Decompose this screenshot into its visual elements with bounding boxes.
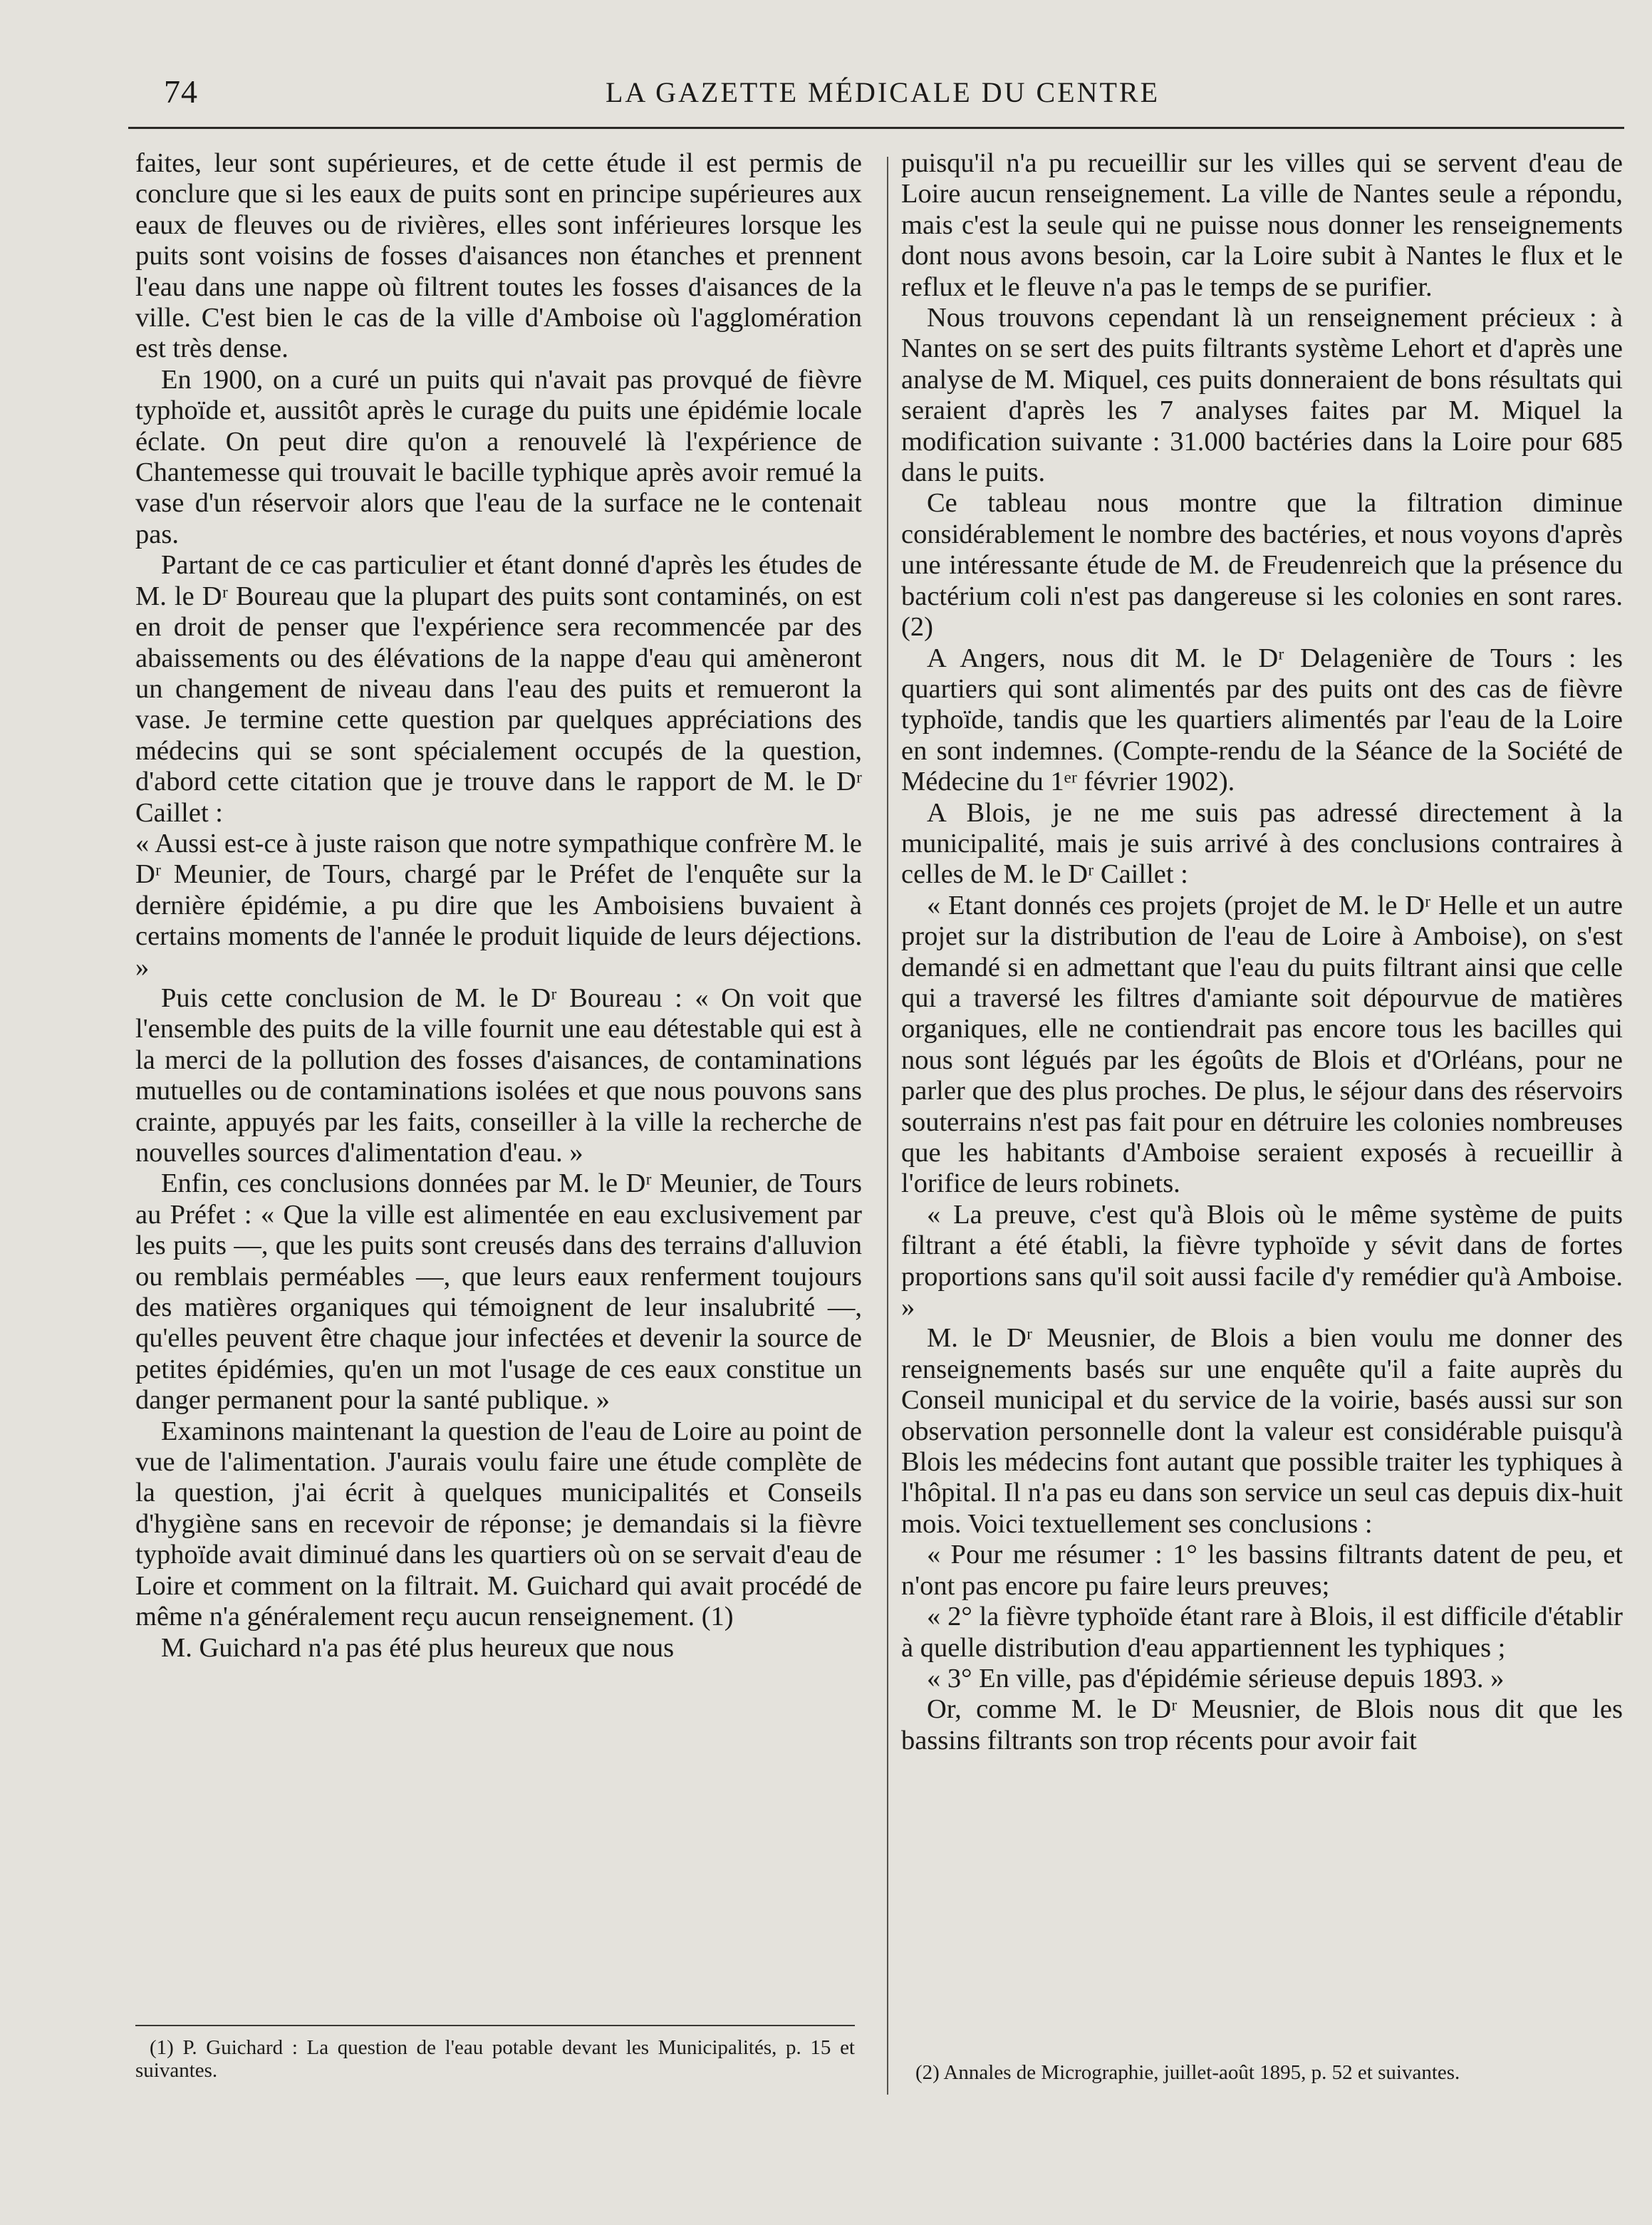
paragraph: En 1900, on a curé un puits qui n'avait pas provqué de fièvre typhoïde et, aussitôt après le curage du puits une épidémie locale éclate. On peut dire qu'on a renouvelé là l'expérience de Chantemesse qui trouvait le bacille typhique après avoir remué la vase d'un réservoir alors que l'eau de la surface ne le contenait pas. — [135, 364, 862, 549]
page-header — [164, 71, 1610, 121]
running-head: LA GAZETTE MÉDICALE DU CENTRE — [606, 76, 1160, 108]
left-column — [135, 148, 862, 1664]
footnote-rule — [135, 2025, 855, 2026]
paragraph: « Etant donnés ces projets (projet de M. le Dʳ Helle et un autre projet sur la distribution de l'eau de Loire à Amboise), on s'est demandé si en admettant que l'eau du puits filtrant ainsi que celle qui a traversé les filtres d'amiante soit dépourvue de matières organiques, elle ne contiendrait pas encore tous les bacilles qui nous sont légués par les égoûts de Blois et d'Orléans, pour ne parler que des plus proches. De plus, le séjour dans des réservoirs souterrains n'est pas fait pour en détruire les colonies nombreuses que les habitants d'Amboise seraient exposés à recueillir à l'orifice de leurs robinets. — [901, 890, 1623, 1199]
footnote-text: (1) P. Guichard : La question de l'eau potable devant les Municipalités, p. 15 et suivantes. — [135, 2036, 855, 2082]
paragraph: « 3° En ville, pas d'épidémie sérieuse depuis 1893. » — [927, 1663, 1505, 1694]
footnote-text: (2) Annales de Micrographie, juillet-août 1895, p. 52 et suivantes. — [915, 2061, 1460, 2084]
footnote-1 — [135, 2036, 855, 2082]
paragraph: Or, comme M. le Dʳ Meusnier, de Blois nous dit que les bassins filtrants son trop récents pour avoir fait — [901, 1694, 1623, 1755]
footnote-2 — [901, 2061, 1623, 2084]
column-divider — [887, 157, 888, 2095]
paragraph: A Blois, je ne me suis pas adressé directement à la municipalité, mais je suis arrivé à des conclusions contraires à celles de M. le Dʳ Caillet : — [901, 797, 1623, 890]
paragraph: Puis cette conclusion de M. le Dʳ Boureau : « On voit que l'ensemble des puits de la ville fournit une eau détestable qui est à la merci de la pollution des fosses d'aisances, de contaminations mutuelles ou de contaminations isolées et que nous pouvons sans crainte, appuyés par les faits, conseiller à la ville la recherche de nouvelles sources d'alimentation d'eau. » — [135, 982, 862, 1168]
paragraph: puisqu'il n'a pu recueillir sur les villes qui se servent d'eau de Loire aucun renseignement. La ville de Nantes seule a répondu, mais c'est la seule qui ne puisse nous donner les renseignements dont nous avons besoin, car la Loire subit à Nantes le flux et le reflux et le fleuve n'a pas le temps de se purifier. — [901, 148, 1623, 302]
paragraph: Nous trouvons cependant là un renseignement précieux : à Nantes on se sert des puits filtrants système Lehort et d'après une analyse de M. Miquel, ces puits donneraient de bons résultats qui seraient d'après les 7 analyses faites par M. Miquel la modification suivante : 31.000 bactéries dans la Loire pour 685 dans le puits. — [901, 303, 1623, 488]
paragraph: M. Guichard n'a pas été plus heureux que nous — [161, 1632, 675, 1663]
paragraph: « La preuve, c'est qu'à Blois où le même système de puits filtrant a été établi, la fièvre typhoïde y sévit dans de fortes proportions sans qu'il soit aussi facile d'y remédier qu'à Amboise. » — [901, 1199, 1623, 1323]
paragraph: « 2° la fièvre typhoïde étant rare à Blois, il est difficile d'établir à quelle distribution d'eau appartiennent les typhiques ; — [901, 1602, 1623, 1663]
paragraph: M. le Dʳ Meusnier, de Blois a bien voulu me donner des renseignements basés sur une enquête qu'il a faite auprès du Conseil municipal et du service de la voirie, basés aussi sur son observation personnelle dont la valeur est considérable puisqu'à Blois les médecins font autant que possible traiter les typhiques à l'hôpital. Il n'a pas eu dans son service un seul cas depuis dix-huit mois. Voici textuellement ses conclusions : — [901, 1323, 1623, 1539]
paragraph: « Aussi est-ce à juste raison que notre sympathique confrère M. le Dʳ Meunier, de Tours, chargé par le Préfet de l'enquête sur la dernière épidémie, a pu dire que les Amboisiens buvaient à certains moments de l'année le produit liquide de leurs déjections. » — [135, 828, 862, 982]
paragraph: Enfin, ces conclusions données par M. le Dʳ Meunier, de Tours au Préfet : « Que la ville est alimentée en eau exclusivement par les puits —, que les puits sont creusés dans des terrains d'alluvion ou remblais perméables —, que leurs eaux renferment toujours des matières organiques qui témoignent de leur insalubrité —, qu'elles peuvent être chaque jour infectées et devenir la source de petites épidémies, qu'en un mot l'usage de ces eaux constitue un danger permanent pour la santé publique. » — [135, 1168, 862, 1416]
paragraph: Examinons maintenant la question de l'eau de Loire au point de vue de l'alimentation. J'aurais voulu faire une étude complète de la question, j'ai écrit à quelques municipalités et Conseils d'hygiène sans en recevoir de réponse; je demandais si la fièvre typhoïde avait diminué dans les quartiers où on se servait d'eau de Loire et comment on la filtrait. M. Guichard qui avait procédé de même n'a généralement reçu aucun renseignement. (1) — [135, 1416, 862, 1632]
paragraph: faites, leur sont supérieures, et de cette étude il est permis de conclure que si les eaux de puits sont en principe supérieures aux eaux de fleuves ou de rivières, elles sont inférieures lorsque les puits sont voisins de fosses d'aisances non étanches et prennent l'eau dans une nappe où filtrent toutes les fosses d'aisances de la ville. C'est bien le cas de la ville d'Amboise où l'agglomération est très dense. — [135, 148, 862, 364]
page-number: 74 — [164, 73, 198, 110]
paragraph: A Angers, nous dit M. le Dʳ Delagenière de Tours : les quartiers qui sont alimentés par des puits ont des cas de fièvre typhoïde, tandis que les quartiers alimentés par l'eau de la Loire en sont indemnes. (Compte-rendu de la Séance de la Société de Médecine du 1ᵉʳ février 1902). — [901, 643, 1623, 797]
right-column — [901, 148, 1623, 1756]
header-rule — [128, 127, 1624, 129]
paragraph: Partant de ce cas particulier et étant donné d'après les études de M. le Dʳ Boureau que la plupart des puits sont contaminés, on est en droit de penser que l'expérience sera recommencée par des abaissements ou des élévations de la nappe d'eau qui amèneront un changement de niveau dans l'eau des puits et remueront la vase. Je termine cette question par quelques appréciations des médecins qui se sont spécialement occupés de la question, d'abord cette citation que je trouve dans le rapport de M. le Dʳ Caillet : — [135, 550, 862, 828]
paragraph: « Pour me résumer : 1° les bassins filtrants datent de peu, et n'ont pas encore pu faire leurs preuves; — [901, 1540, 1623, 1601]
paragraph: Ce tableau nous montre que la filtration diminue considérablement le nombre des bactéries, et nous voyons d'après une intéressante étude de M. de Freudenreich que la présence du bactérium coli n'est pas dangereuse si les colonies en sont rares. (2) — [901, 488, 1623, 643]
